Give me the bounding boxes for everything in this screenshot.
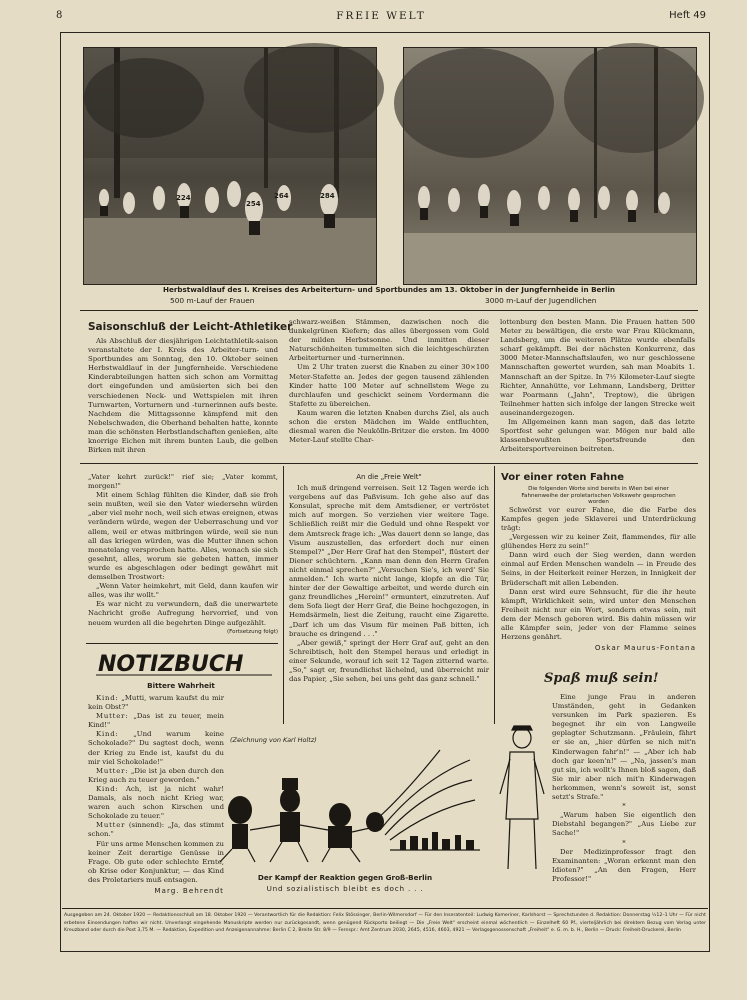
paragraph: „Vater kehrt zurück!" rief sie; „Vater kommt, morgen!" [88, 473, 278, 491]
paragraph: Es war nicht zu verwundern, daß die unerwartete Nachricht große Aufregung hervorrief, und von neuem wurden all die begehrten Dinge aufgezählt. (Fortsetzung folgt) [88, 600, 278, 627]
issue-number: Heft 49 [669, 10, 706, 21]
poem-author: Oskar Maurus-Fontana [594, 643, 696, 653]
paragraph: Schwörst vor eurer Fahne, die die Farbe des Kampfes gegen jede Sklaverei und Unterdrückung trägt: [501, 505, 696, 532]
masthead-title: FREIE WELT [336, 10, 426, 22]
imprint: Ausgegeben am 24. Oktober 1920 — Redaktionsschluß am 18. Oktober 1920 — Verantwortlich für die Redaktion: Felix Stössinger, Berlin-Wilmersdorf — Für den Inseratenteil: Ludwig Komeriner, Karlshorst — Sprechstunden d. Redaktion: Donnerstag ½12–1 Uhr — Für nicht erbetene Einsendungen haften wir nicht. Unverlangt eingehende Manuskripte werden nur zurückgesandt, wenn genügend Rückporto beiliegt — Die „Freie Welt" erscheint einmal wöchentlich — Einzelheft 60 Pf., vierteljährlich bei direktem Bezug vom Verlag unter Kreuzband oder durch die Post 3,75 M. — Redaktion, Expedition und Anzeigenannahme: Berlin C 2, Breite Str. 8/9 — Fernspr.: Amt Zentrum 2030, 2645, 4516, 4603, 4921 — Verlagsgenossenschaft „Freiheit" e. G. m. b. H., Berlin — Druck: Freiheit-Druckerei, Berlin [64, 913, 706, 934]
paragraph: Als Abschluß der diesjährigen Leichtathletik-saison veranstaltete der I. Kreis des Arbeiter-turn- und Sportbundes am Sonntag, den 10. Oktober seinen Herbstwaldlauf in der Jungfernheide. Verschiedene Kinderabteilungen hatten sich schon am Vormittag dort eingefunden und amüsierten sich bei den verschiedenen Neck- und Wettspielen mit ihren Turnwarten, Vorturnern und -turnerinnen aufs beste. Nachdem die Mittagssonne kämpfend mit den Nebelschwaden, die Oberhand behalten hatte, konnte man die schönsten Herbstlandschaften genießen, alte knorrige Eichen mit ihrem bunten Laub, die gelben Birken mit ihren [88, 337, 278, 455]
cartoon-policeman [490, 724, 550, 874]
photo-women-race [83, 47, 377, 285]
article-column [500, 318, 695, 460]
paragraph: schwarz-weißen Stämmen, dazwischen noch die dunkelgrünen Kiefern; das alles übergossen vom Gold der milden Herbstsonne. Und inmitten dieser Naturschönheiten tummelten sich die leichtgeschürzten Arbeiterturner und -turnerinnen. [289, 318, 489, 363]
cartoon-illustration [210, 740, 480, 865]
article-column [88, 337, 278, 460]
paragraph: Im Allgemeinen kann man sagen, daß das letzte Sportfest sehr gelungen war. Mögen nur bald alle klassenbewußten Sportsfreunde den Arbeitersportvereinen beitreten. [500, 418, 695, 454]
column-divider [494, 466, 495, 724]
notizbuch-title: Bittere Wahrheit [147, 681, 215, 690]
separator: * [622, 802, 626, 811]
letter-title: An die „Freie Welt" [356, 473, 422, 481]
poem-intro: Die folgenden Worte sind bereits in Wien bei einer Fahnenweihe der proletarischen Volkswehr gesprochen worden [521, 486, 676, 506]
page-number: 8 [56, 10, 63, 21]
photo-caption-right: 3000 m-Lauf der Jugendlichen [485, 296, 597, 305]
divider [80, 463, 698, 464]
svg-text:NOTIZBUCH: NOTIZBUCH [98, 652, 244, 677]
dialogue-line: Kind: Ach, ist ja nicht wahr! Damals, als noch nicht Krieg war, waren auch schon Kirschen und Schokolade zu teuer." [88, 784, 224, 821]
paragraph: „Aber gewiß," springt der Herr Graf auf, geht an den Schreibtisch, holt den Stempel heraus und erledigt in einer Sekunde, worauf ich seit 12 Tagen zitternd warte. „So," sagt er, freundlichst lächelnd, und überreicht mir das Papier, „Sie sehen, bei uns geht das ganz schnell." [289, 638, 489, 684]
divider [62, 908, 708, 909]
paragraph: Kaum waren die letzten Knaben durchs Ziel, als auch schon die ersten Mädchen im Walde entfluchten, diesmal waren die Neukölln-Britzer die ersten. Im 4000 Meter-Lauf stellte Char- [289, 408, 489, 445]
bib-number: 264 [274, 192, 289, 200]
bib-number: 254 [246, 200, 261, 208]
story-column [88, 473, 278, 640]
paragraph: Für uns arme Menschen kommen zu keiner Zeit derartige Genüsse in Frage. Ob gute oder schlechte Ernte, ob Krise oder Konjunktur, — das Kind des Proletariers muß entsagen. [88, 839, 224, 884]
article-column [289, 318, 489, 460]
photo-caption: Herbstwaldlauf des I. Kreises des Arbeiterturn- und Sportbundes am 13. Oktober in der Jungfernheide in Berlin [162, 285, 616, 294]
notizbuch-column [88, 694, 224, 895]
cartoon-subcaption: Und sozialistisch bleibt es doch . . . [266, 884, 424, 893]
bib-number: 284 [320, 192, 335, 200]
notizbuch-author: Marg. Behrendt [154, 885, 224, 895]
paragraph: „Vergessen wir zu keiner Zeit, flammendes, für alle glühendes Herz zu sein!" [501, 533, 696, 551]
joke: Eine junge Frau in anderen Umständen, geht in Gedanken versunken im Park spazieren. Es begegnet ihr ein von Langweile geplagter Schutzmann. „Fräulein, fährt er sie an, „hier dürfen se nich mit'n Kinderwagen fahr'n!" — „Aber ich hab doch gar keen'n!" — „Na, jassen's man gut sin, ich wollt's Ihnen bloß sagen, daß Sie mir aber nich mit'n Kinderwagen herkommen, wenn's soweit ist, sonst setzt's Strafe." [552, 693, 696, 802]
dialogue-line: Mutter: „Die ist ja eben durch den Krieg auch zu teuer geworden." [88, 766, 224, 784]
article-title: Saisonschluß der Leicht-Athletiker [88, 321, 293, 333]
paragraph: Dann erst wird eure Sehnsucht, für die ihr heute kämpft, Wirklichkeit sein, wird unter den Menschen Freiheit nicht nur ein Wort, sondern etwas sein, mit dem der Mensch geboren wird. Bis dahin müssen wir alle Kämpfer sein, jeder von der Flamme seines Herzens genährt. [501, 587, 696, 642]
paragraph: „Wenn Vater heimkehrt, mit Geld, dann kaufen wir alles, was ihr wollt." [88, 582, 278, 600]
divider [80, 310, 698, 311]
separator: * [622, 838, 626, 847]
bib-number: 224 [176, 194, 191, 202]
continued-note: (Fortsetzung folgt) [226, 628, 278, 635]
poem-column [501, 486, 696, 664]
paragraph: lottenburg den besten Mann. Die Frauen hatten 500 Meter zu bewältigen, die erste war Frau Klückmann, Landsberg, um die weiteren Plätze wurde ebenfalls scharf gekämpft. Bei der nächsten Konkurrenz, das 3000 Meter-Mannschaftslaufen, wo nur geschlossene Mannschaften gewertet wurden, sah man Moabits 1. Mannschaft an der Spitze. In 7½ Kilometer-Lauf siegte Richter, Annahütte, vor Lehmann, Landsberg, Dritter war Poarmann („Jahn", Treptow), die übrigen Teilnehmer hatten sich infolge der langen Strecke weit auseinandergezogen. [500, 318, 695, 417]
paragraph: Dann wird euch der Sieg werden, dann werden einmal auf Erden Menschen wandeln — in Freude des Seins, in der Heiterkeit reiner Herzen, in Innigkeit der Brüderschaft mit allen Lebenden. [501, 551, 696, 587]
joke: „Warum haben Sie eigentlich den Diebstahl begangen?" „Aus Liebe zur Sache!" [552, 811, 696, 838]
photo-youth-race [403, 47, 697, 285]
jokes-title: Spaß muß sein! [544, 671, 659, 686]
page-header [56, 10, 706, 26]
divider [86, 643, 278, 644]
dialogue-line: Kind: „Und warum keine Schokolade?" Du sagtest doch, wenn der Krieg zu Ende ist, kaufst du du mir viel Schokolade!" [88, 730, 224, 766]
jokes-column [552, 693, 696, 903]
cartoon-caption: Der Kampf der Reaktion gegen Groß-Berlin [257, 873, 433, 882]
dialogue-line: Mutter (sinnend): „Ja, das stimmt schon." [88, 821, 224, 839]
dialogue-line: Mutter: „Das ist zu teuer, mein Kind!" [88, 712, 224, 730]
paragraph: Um 2 Uhr traten zuerst die Knaben zu einer 30×100 Meter-Stafette an. Jedes der gegen tausend zählenden Kinder hatte 100 Meter auf schnellstem Wege zu durchlaufen und geschickt seinem Vordermann die Stafette zu übereichen. [289, 363, 489, 408]
letter-column [289, 473, 489, 738]
paragraph: Ich muß dringend verreisen. Seit 12 Tagen werde ich vergebens auf das Paßvisum. Ich gehe also auf das Konsulat, spreche mit dem Amtsdiener, er vertröstet mich auf morgen. So verziehen vier weitere Tage. Schließlich reißt mir die Geduld und ohne Respekt vor dem Amtsreck frage ich: „Was dauert denn so lange, das Visum auszustellen, das erfordert doch nur einen Stempel?" „Der Herr Graf hat den Stempel", flüstert der Diener schüchtern. „Kann man denn den Herrn Grafen nicht einmal sprechen?" „Versuchen Sie's, ich werd' Sie anmelden." Ich warte nicht lange, klopfe an die Tür, hinter der der Gewaltige arbeitet, und werde durch ein ganz freundliches „Herein!" ermuntert, einzutreten. Auf dem Sofa liegt der Herr Graf, die Beine hochgezogen, in Hemdsärmeln, liest die Zeitung, raucht eine Zigarette. „Darf ich um das Visum für meinen Paß bitten, ich brauche es dringend . . ." [289, 484, 489, 638]
notizbuch-logo [96, 648, 272, 678]
paragraph: Mit einem Schlag fühlten die Kinder, daß sie froh sein mußten, weil sie den Vater wiedersehn würden „aber viel mehr noch, weil sich etwas ereignen, etwas verändern würde, wegen der Ueberraschung und vor allem, weil er etwas mitbringen würde, weil sie nun all das kriegen würden, was die Mutter ihnen schon monatelang versprochen hatte. Alles, wonach sie sich gesehnt, alles, worum sie gebeten hatten, immer wurde es abgeschlagen oder bedingt gewährt mit demselben Trostwort: [88, 491, 278, 582]
cartoon-credit: (Zeichnung von Karl Holtz) [230, 736, 317, 744]
column-divider [283, 466, 284, 724]
joke: Der Medizinprofessor fragt den Examinanten: „Woran erkennt man den Idioten?" „An den Fragen, Herr Professor!" [552, 847, 696, 883]
poem-title: Vor einer roten Fahne [501, 472, 624, 483]
dialogue-line: Kind: „Mutti, warum kaufst du mir kein Obst?" [88, 694, 224, 712]
photo-caption-left: 500 m-Lauf der Frauen [170, 296, 255, 305]
